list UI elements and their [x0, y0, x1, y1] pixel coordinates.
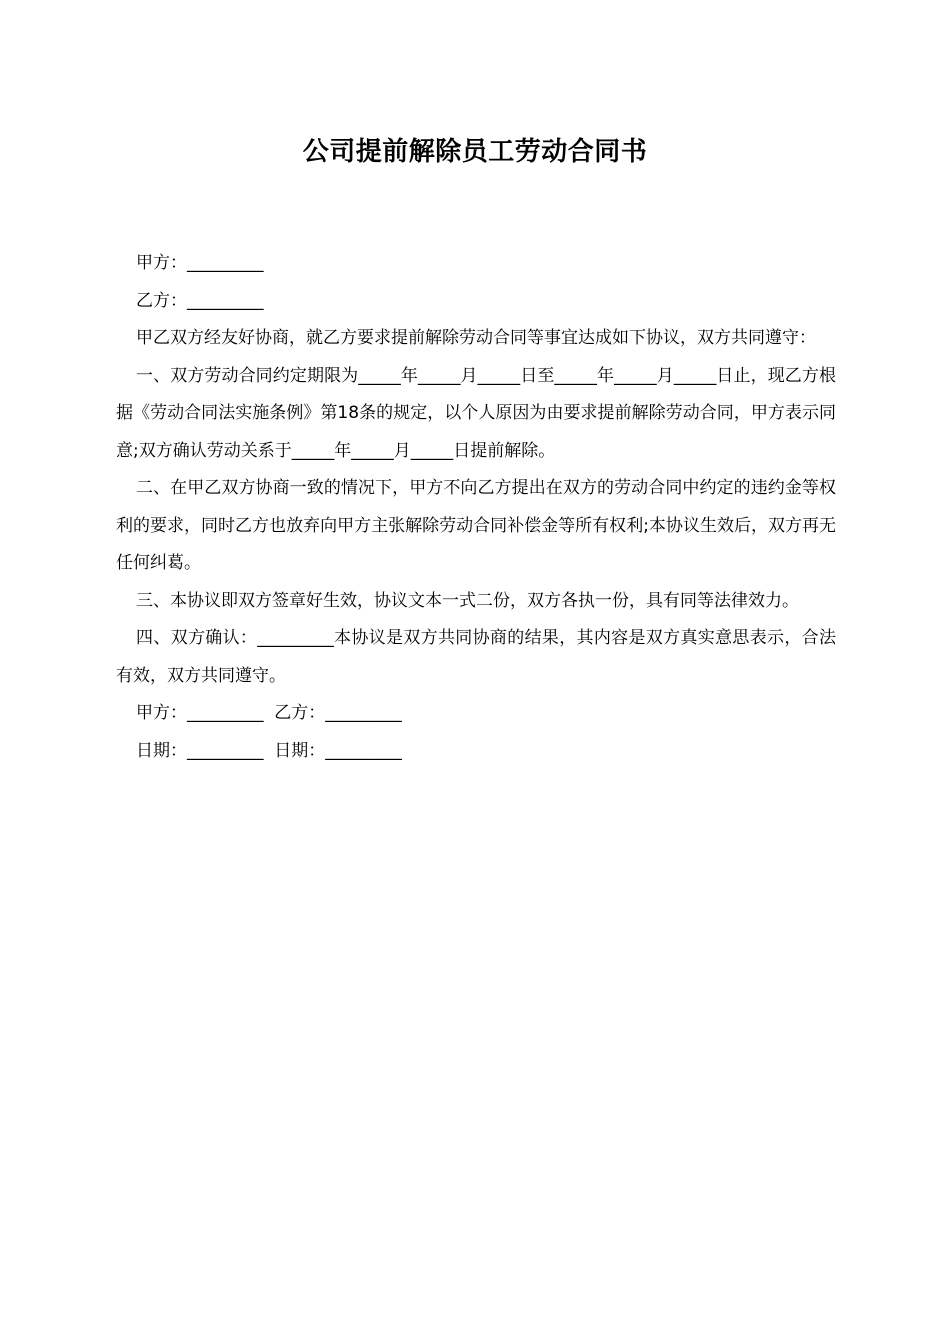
- party-a-line: 甲方：_________: [136, 253, 264, 273]
- party-b-line: 乙方：_________: [136, 290, 264, 311]
- document-title: 公司提前解除员工劳动合同书: [302, 137, 648, 167]
- intro-paragraph: 甲乙双方经友好协商，就乙方要求提前解除劳动合同等事宜达成如下协议，双方共同遵守：: [136, 328, 816, 348]
- date-line: 日期：_________ 日期：_________: [136, 740, 402, 761]
- clause-2-paragraph: 二、在甲乙双方协商一致的情况下，甲方不向乙方提出在双方的劳动合同中约定的违约金等权利的要求，同时乙方也放弃向甲方主张解除劳动合同补偿金等所有权利;本协议生效后，双方再无任何纠葛。: [116, 478, 836, 573]
- signature-line: 甲方：_________ 乙方：_________: [136, 703, 402, 723]
- document-body: [116, 245, 836, 770]
- clause-4-paragraph: 四、双方确认：_________本协议是双方共同协商的结果，其内容是双方真实意思表示，合法有效，双方共同遵守。: [116, 628, 836, 686]
- clause-3-paragraph: 三、本协议即双方签章好生效，协议文本一式二份，双方各执一份，具有同等法律效力。: [136, 590, 799, 611]
- clause-1-paragraph: 一、双方劳动合同约定期限为_____年_____月_____日至_____年_____月_____日止，现乙方根据《劳动合同法实施条例》第18条的规定，以个人原因为由要求提前解除劳动合同，甲方表示同意;双方确认劳动关系于_____年_____月_____日提前解除。: [116, 365, 836, 461]
